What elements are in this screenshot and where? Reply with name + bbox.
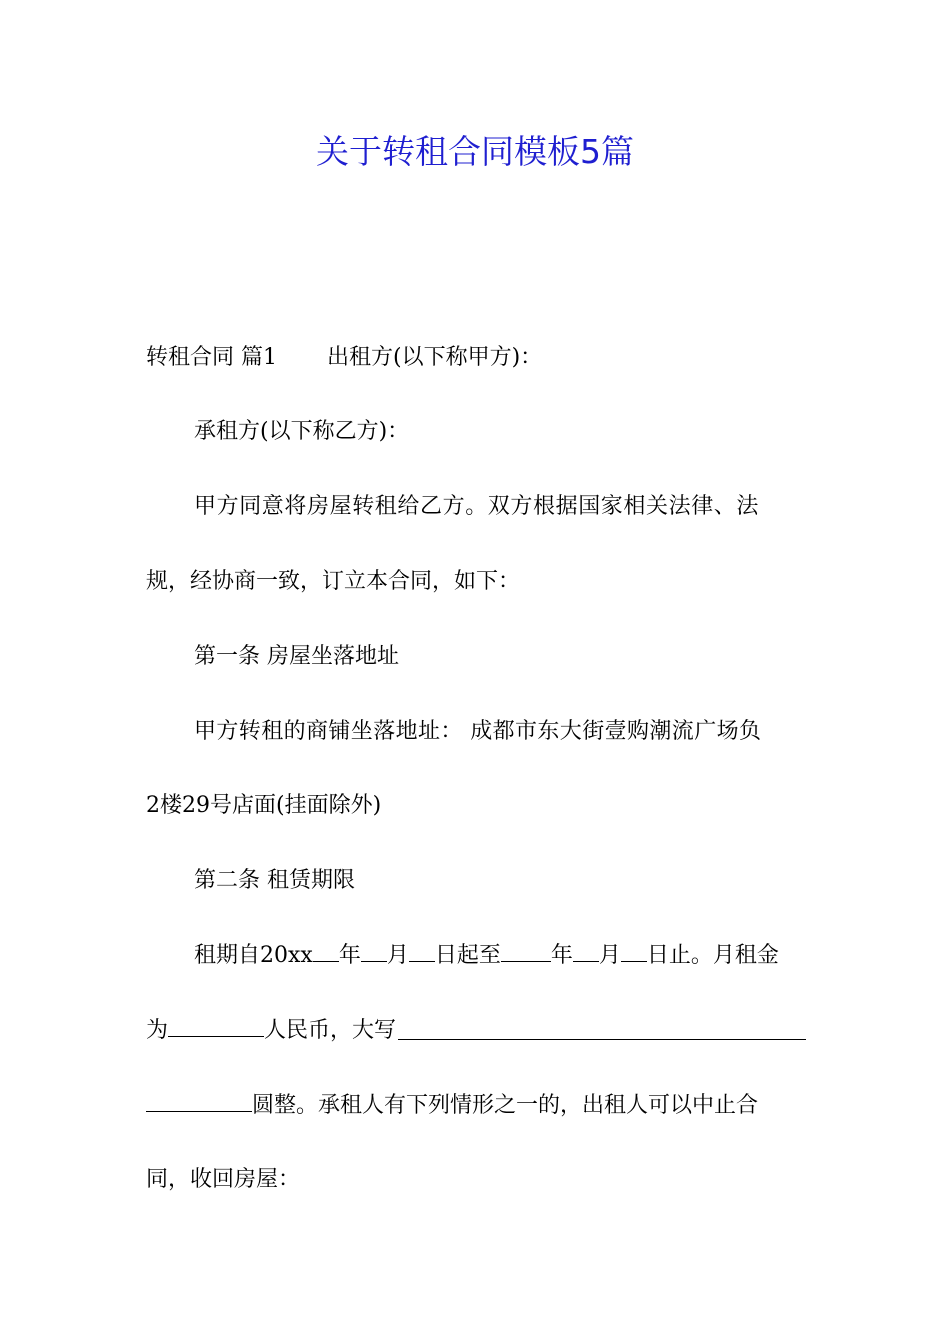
rent-prefix: 为 (146, 1018, 169, 1043)
blank-start-day (409, 939, 435, 962)
blank-rent-uppercase (398, 1013, 806, 1040)
blank-end-day (621, 939, 647, 962)
paragraph-line-12: 同，收回房屋： (146, 1167, 301, 1192)
contract-heading: 转租合同 篇1 (146, 345, 277, 370)
monthly-rent-label: 日止。月租金 (646, 943, 779, 968)
paragraph-line-11 (146, 1088, 806, 1124)
lease-start-text: 租期自20xx (194, 943, 313, 968)
paragraph-line-3: 甲方同意将房屋转租给乙方。双方根据国家相关法律、法 (194, 494, 760, 519)
document-title: 关于转租合同模板5篇 (316, 132, 634, 171)
paragraph-line-7: 2楼29号店面(挂面除外) (146, 793, 382, 818)
year-label-2: 年 (550, 943, 573, 968)
rmb-uppercase-label: 人民币，大写 (264, 1018, 397, 1043)
blank-start-year (313, 939, 339, 962)
blank-end-month (573, 939, 599, 962)
article-1-heading: 第一条 房屋坐落地址 (194, 644, 399, 669)
blank-start-month (361, 939, 387, 962)
year-label: 年 (338, 943, 361, 968)
paragraph-line-10 (146, 1013, 806, 1049)
month-label: 月 (386, 943, 409, 968)
party-b-label: 承租方(以下称乙方)： (194, 419, 410, 444)
blank-rent-uppercase-cont (146, 1089, 252, 1112)
paragraph-line-6: 甲方转租的商铺坐落地址： 成都市东大街壹购潮流广场负 (194, 719, 762, 744)
party-a-label: 出租方(以下称甲方)： (327, 345, 543, 370)
paragraph-line-4: 规，经协商一致，订立本合同，如下： (146, 569, 521, 594)
article-2-heading: 第二条 租赁期限 (194, 868, 355, 893)
termination-clause-text: 圆整。承租人有下列情形之一的，出租人可以中止合 (252, 1093, 759, 1118)
blank-end-year (501, 939, 551, 962)
paragraph-line-9 (194, 938, 806, 974)
month-label-2: 月 (598, 943, 621, 968)
until-label: 日起至 (434, 943, 501, 968)
paragraph-line-1 (146, 340, 806, 376)
blank-rent-amount (168, 1014, 264, 1037)
